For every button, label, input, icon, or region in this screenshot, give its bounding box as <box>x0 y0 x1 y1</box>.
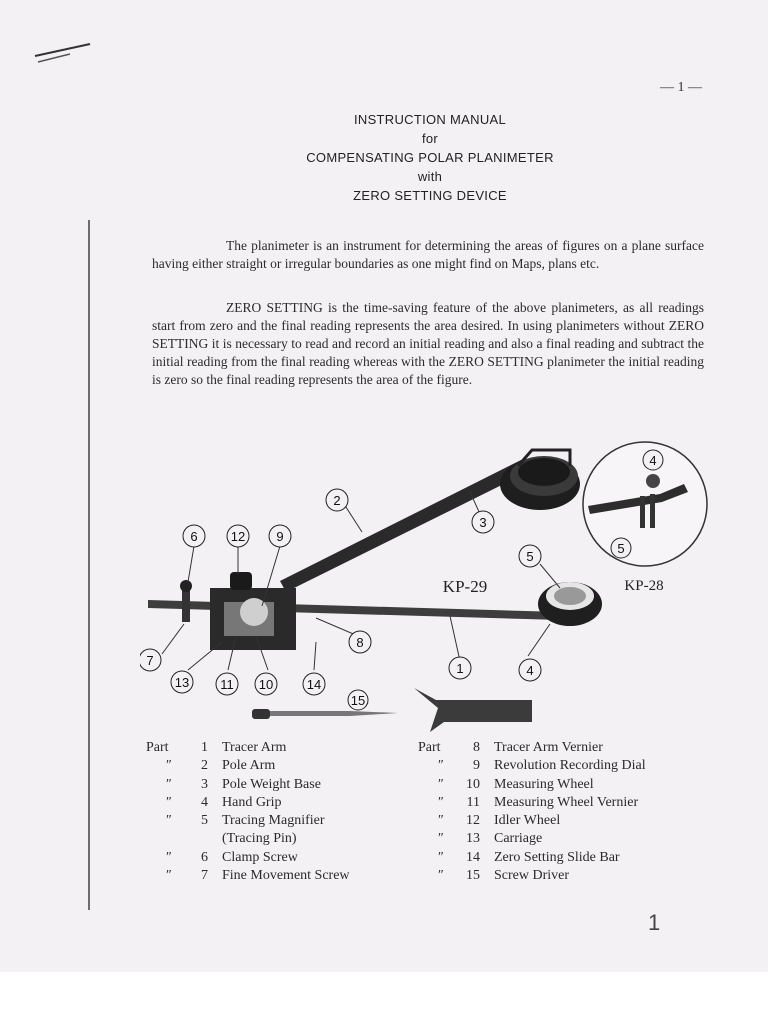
pole-weight-shape <box>500 450 580 510</box>
callout-8-label: 8 <box>356 635 364 650</box>
callout-6-label: 6 <box>190 529 198 544</box>
list-item: ″ 3 Pole Weight Base <box>166 776 321 792</box>
callout-4 <box>519 659 541 681</box>
callout-11-label: 11 <box>220 677 234 692</box>
callout-2 <box>326 489 348 511</box>
zero-setting-paragraph <box>152 299 704 389</box>
model-label-kp29: KP-29 <box>442 577 488 596</box>
inset-callout-5 <box>611 538 631 558</box>
footer-page-mark: 1 <box>648 910 661 935</box>
callout-8 <box>349 631 371 653</box>
inset-callout-4-label: 4 <box>649 453 657 468</box>
zero-setting-tool-shape <box>414 688 532 732</box>
title-line-for: for <box>421 131 439 146</box>
title-line-manual: INSTRUCTION MANUAL <box>353 112 507 127</box>
callout-15-label: 15 <box>350 693 366 708</box>
list-item: ″ 5 Tracing Magnifier <box>166 813 325 829</box>
callout-7 <box>140 649 161 671</box>
list-item: ″ 10 Measuring Wheel <box>438 776 594 792</box>
callout-12-label: 12 <box>230 529 246 544</box>
callout-12 <box>227 525 249 547</box>
scan-margin <box>0 972 768 1024</box>
page-number: — 1 — <box>660 80 702 95</box>
list-item: ″ 11 Measuring Wheel Vernier <box>438 794 639 810</box>
callout-2-label: 2 <box>333 493 341 508</box>
parts-list-right <box>418 739 718 885</box>
list-item: ″ 7 Fine Movement Screw <box>166 868 350 884</box>
pole-arm-shape <box>280 458 532 592</box>
callout-14 <box>303 673 325 695</box>
list-item: ″ 15 Screw Driver <box>438 868 570 884</box>
title-line-with: with <box>417 169 443 184</box>
callout-13-label: 13 <box>174 675 190 690</box>
callout-11 <box>216 673 238 695</box>
callout-4-label: 4 <box>526 663 534 678</box>
planimeter-diagram <box>140 436 720 736</box>
callout-1 <box>449 657 471 679</box>
list-item: ″ 2 Pole Arm <box>166 758 276 774</box>
callout-6 <box>183 525 205 547</box>
pen-mark-decoration <box>30 38 100 73</box>
list-item: (Tracing Pin) <box>222 831 297 847</box>
model-label-kp28: KP-28 <box>624 578 664 594</box>
title-line-feature: ZERO SETTING DEVICE <box>353 188 507 203</box>
callout-3-label: 3 <box>479 515 487 530</box>
callout-5-label: 5 <box>526 549 534 564</box>
list-item: Part 8 Tracer Arm Vernier <box>418 740 603 755</box>
callout-15 <box>348 690 368 710</box>
callout-5 <box>519 545 541 567</box>
callout-13 <box>171 671 193 693</box>
callout-9 <box>269 525 291 547</box>
callout-10 <box>255 673 277 695</box>
list-item: Part 1 Tracer Arm <box>146 739 406 757</box>
parts-list-left <box>146 739 406 885</box>
list-item: ″ 4 Hand Grip <box>166 794 282 810</box>
margin-rule <box>88 220 90 910</box>
list-item: ″ 12 Idler Wheel <box>438 813 561 829</box>
list-item: ″ 6 Clamp Screw <box>166 849 298 865</box>
callout-14-label: 14 <box>306 677 322 692</box>
list-item: ″ 9 Revolution Recording Dial <box>438 758 646 774</box>
list-item: ″ 13 Carriage <box>438 831 543 847</box>
inset-callout-4 <box>643 450 663 470</box>
callout-1-label: 1 <box>456 661 464 676</box>
title-line-product: COMPENSATING POLAR PLANIMETER <box>306 150 554 165</box>
tracer-arm-shape <box>148 600 560 620</box>
callout-9-label: 9 <box>276 529 284 544</box>
title-block <box>250 110 610 205</box>
list-item: ″ 14 Zero Setting Slide Bar <box>438 849 620 865</box>
intro-text: The planimeter is an instrument for determining the areas of figures on a plane surface having either straight or irregular boundaries as one might find on Maps, plans etc. <box>152 238 704 271</box>
callout-10-label: 10 <box>258 677 274 692</box>
callout-7-label: 7 <box>146 653 154 668</box>
callout-3 <box>472 511 494 533</box>
intro-paragraph <box>152 237 704 273</box>
part-label: Part <box>146 740 169 755</box>
hand-grip-shape <box>538 582 602 626</box>
screw-driver-shape <box>252 709 398 719</box>
inset-callout-5-label: 5 <box>617 541 625 556</box>
zero-setting-text: ZERO SETTING is the time-saving feature of the above planimeters, as all readings start from zero and the final reading represents the area desired. In using planimeters without ZERO SETTING it is necessary to read and record an initial reading and also a final reading and subtract the initial reading from the final reading whereas with the ZERO SETTING planimeter the initial reading is zero so the final reading represents the area of the figure. <box>152 300 704 387</box>
